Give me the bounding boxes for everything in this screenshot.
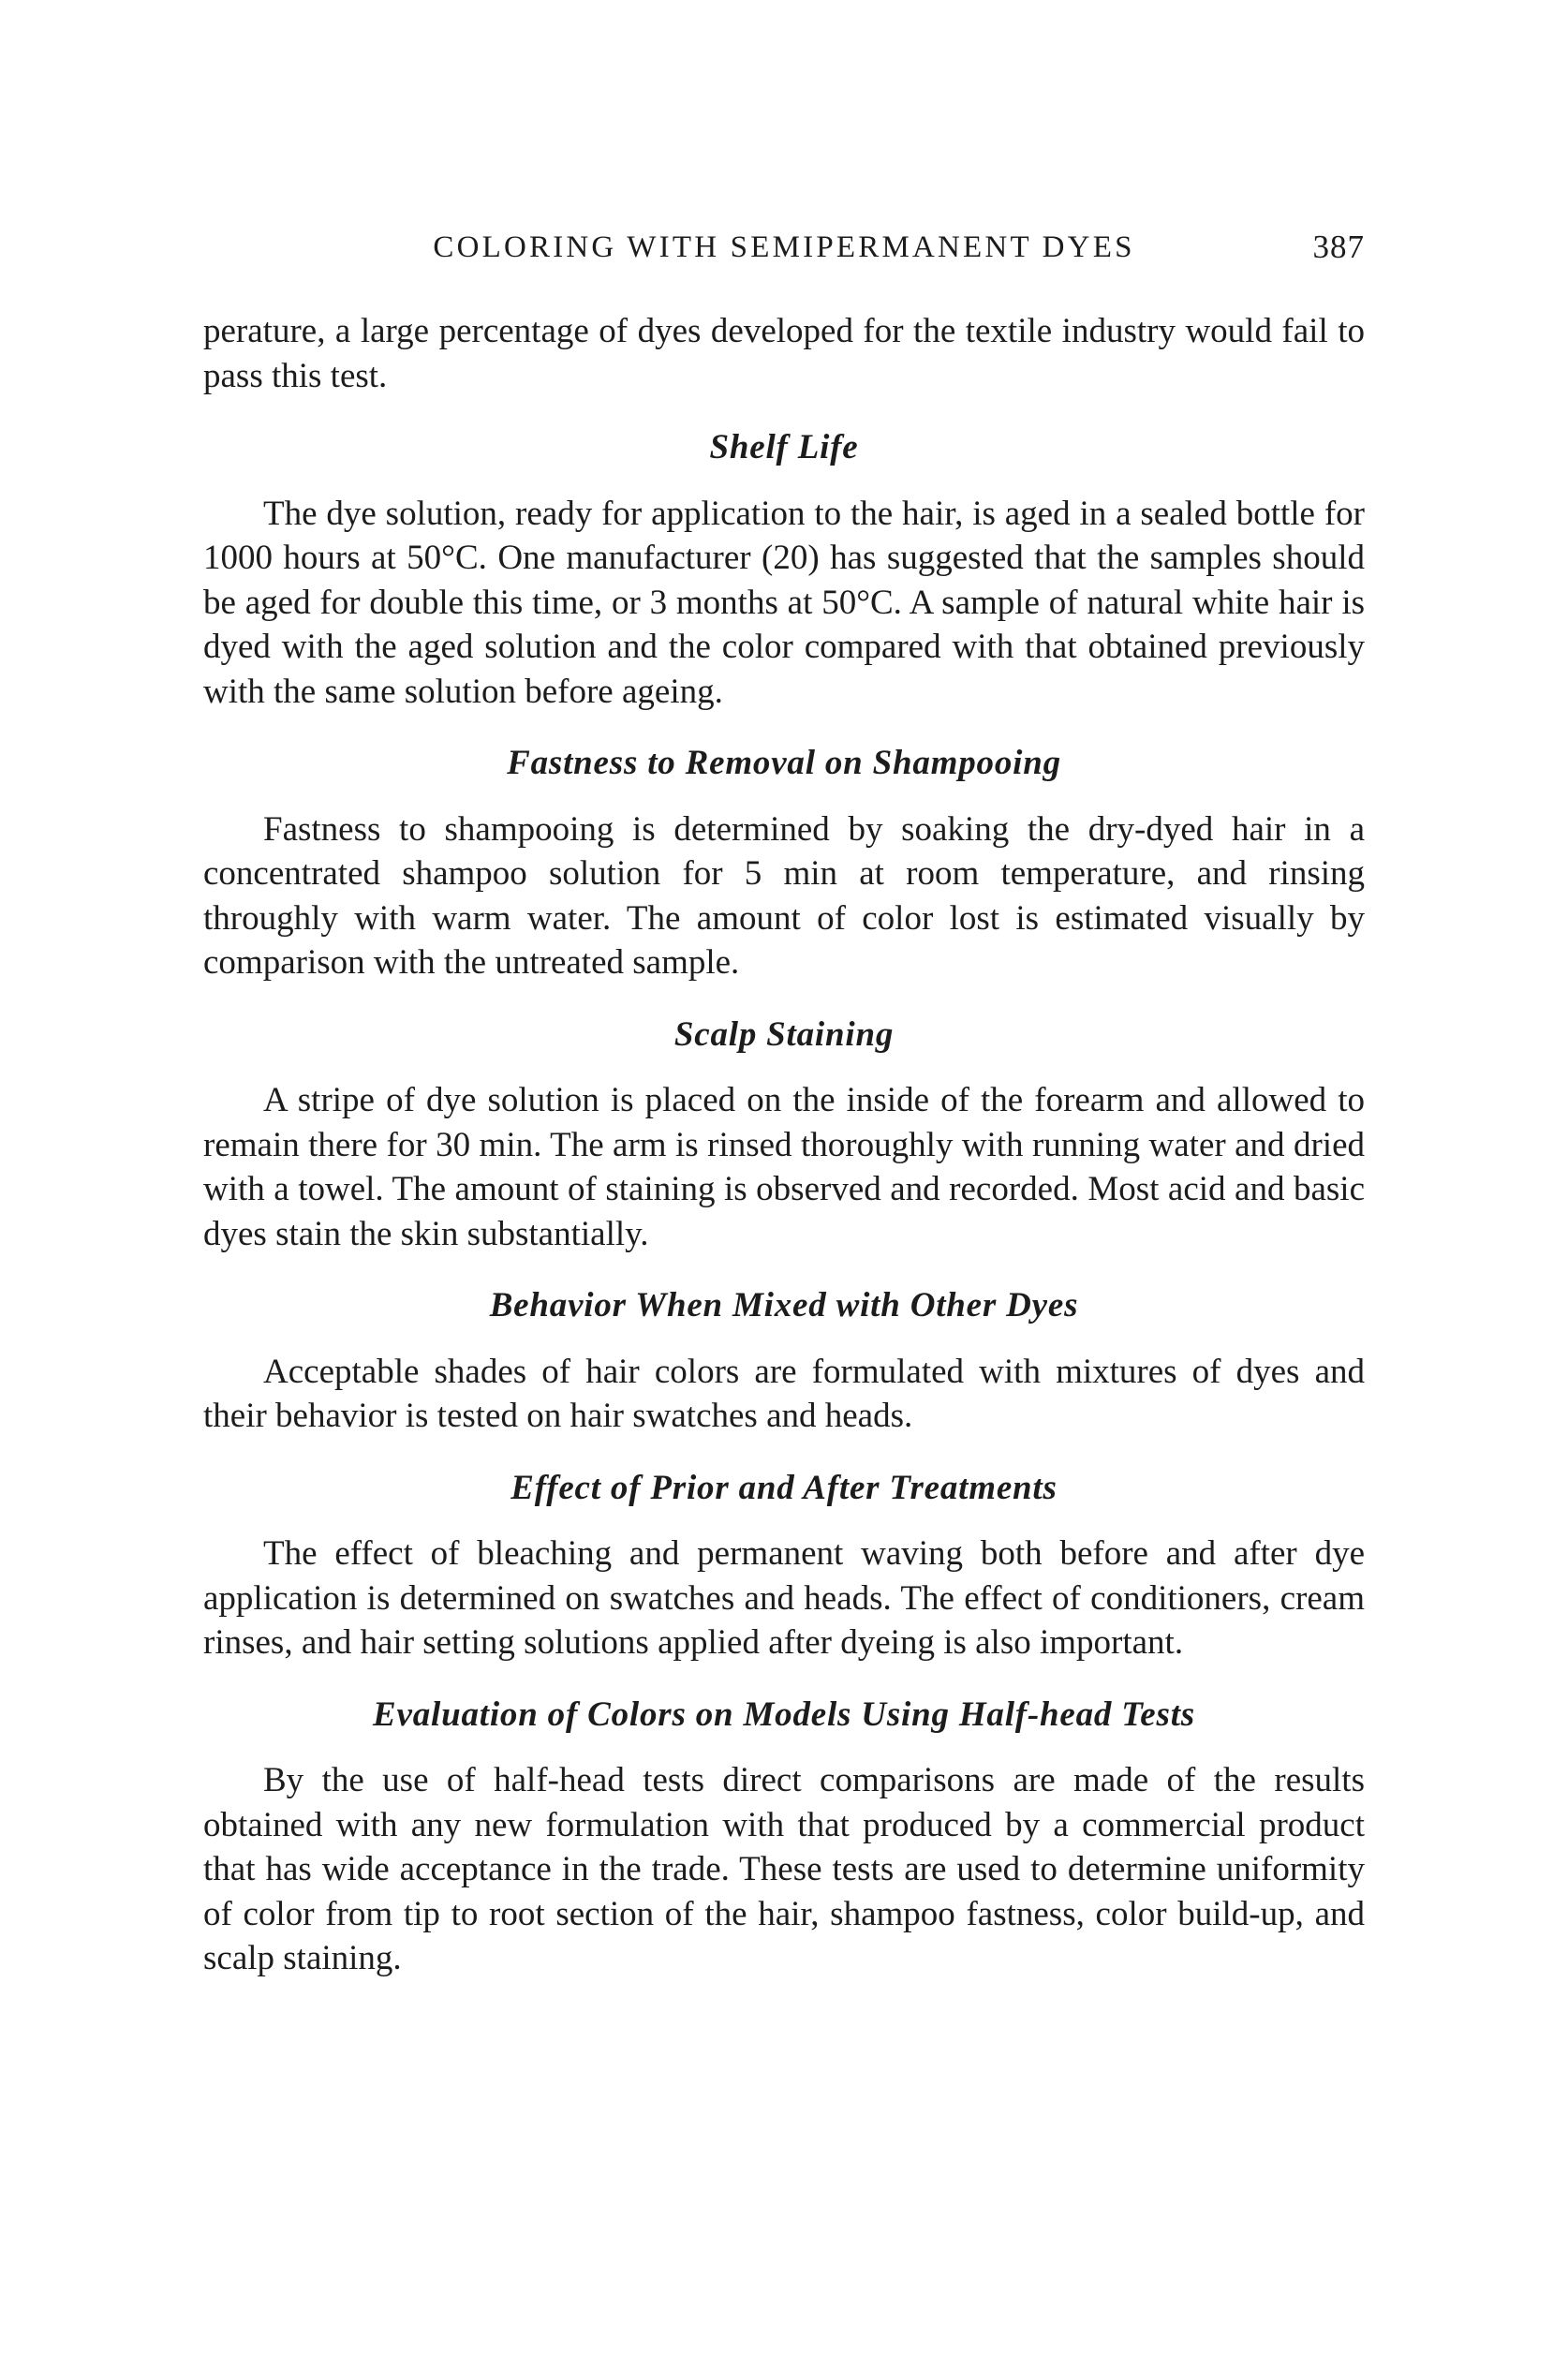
body-text xyxy=(203,309,1365,1981)
running-head xyxy=(203,223,1365,272)
page-number: 387 xyxy=(1312,229,1365,265)
section-heading-prior-after-treatments: Effect of Prior and After Treatments xyxy=(510,1468,1058,1507)
section-heading-half-head-tests: Evaluation of Colors on Models Using Half-head Tests xyxy=(373,1694,1195,1734)
section-heading-scalp-staining: Scalp Staining xyxy=(673,1014,895,1054)
section-heading-fastness-shampooing: Fastness to Removal on Shampooing xyxy=(507,744,1061,782)
section-heading-shelf-life: Shelf Life xyxy=(709,428,859,466)
paragraph-shelf-life: The dye solution, ready for application to the hair, is aged in a sealed bottle for 1000 hours at 50°C. One manufacturer (20) has suggested that the samples should be aged for double this time, or 3 months at 50°C. A sample of natural white hair is dyed with the aged solution and the color compared with that obtained previously with the same solution before ageing. xyxy=(203,494,1365,711)
paragraph-fastness-shampooing: Fastness to shampooing is determined by soaking the dry-dyed hair in a concentrated shampoo solution for 5 min at room temperature, and rinsing throughly with warm water. The amount of color lost is estimated visually by comparison with the untreated sample. xyxy=(203,809,1365,982)
paragraph-scalp-staining: A stripe of dye solution is placed on the inside of the forearm and allowed to remain there for 30 min. The arm is rinsed thoroughly with running water and dried with a towel. The amount of staining is observed and recorded. Most acid and basic dyes stain the skin substantially. xyxy=(203,1081,1365,1253)
section-heading-behavior-mixed: Behavior When Mixed with Other Dyes xyxy=(489,1286,1079,1324)
paragraph-prior-after-treatments: The effect of bleaching and permanent waving both before and after dye application is determined on swatches and heads. The effect of conditioners, cream rinses, and hair setting solutions applied after dyeing is also important. xyxy=(203,1534,1365,1662)
paragraph-half-head-tests: By the use of half-head tests direct comparisons are made of the results obtained with any new formulation with that produced by a commercial product that has wide acceptance in the trade. These tests are used to determine uniformity of color from tip to root section of the hair, shampoo fastness, color build-up, and scalp staining. xyxy=(203,1761,1365,1977)
paragraph-behavior-mixed: Acceptable shades of hair colors are formulated with mixtures of dyes and their behavior is tested on hair swatches and heads. xyxy=(203,1352,1365,1435)
continuation-paragraph: perature, a large percentage of dyes developed for the textile industry would fail to pass this test. xyxy=(203,312,1365,395)
running-title: COLORING WITH SEMIPERMANENT DYES xyxy=(433,230,1135,264)
